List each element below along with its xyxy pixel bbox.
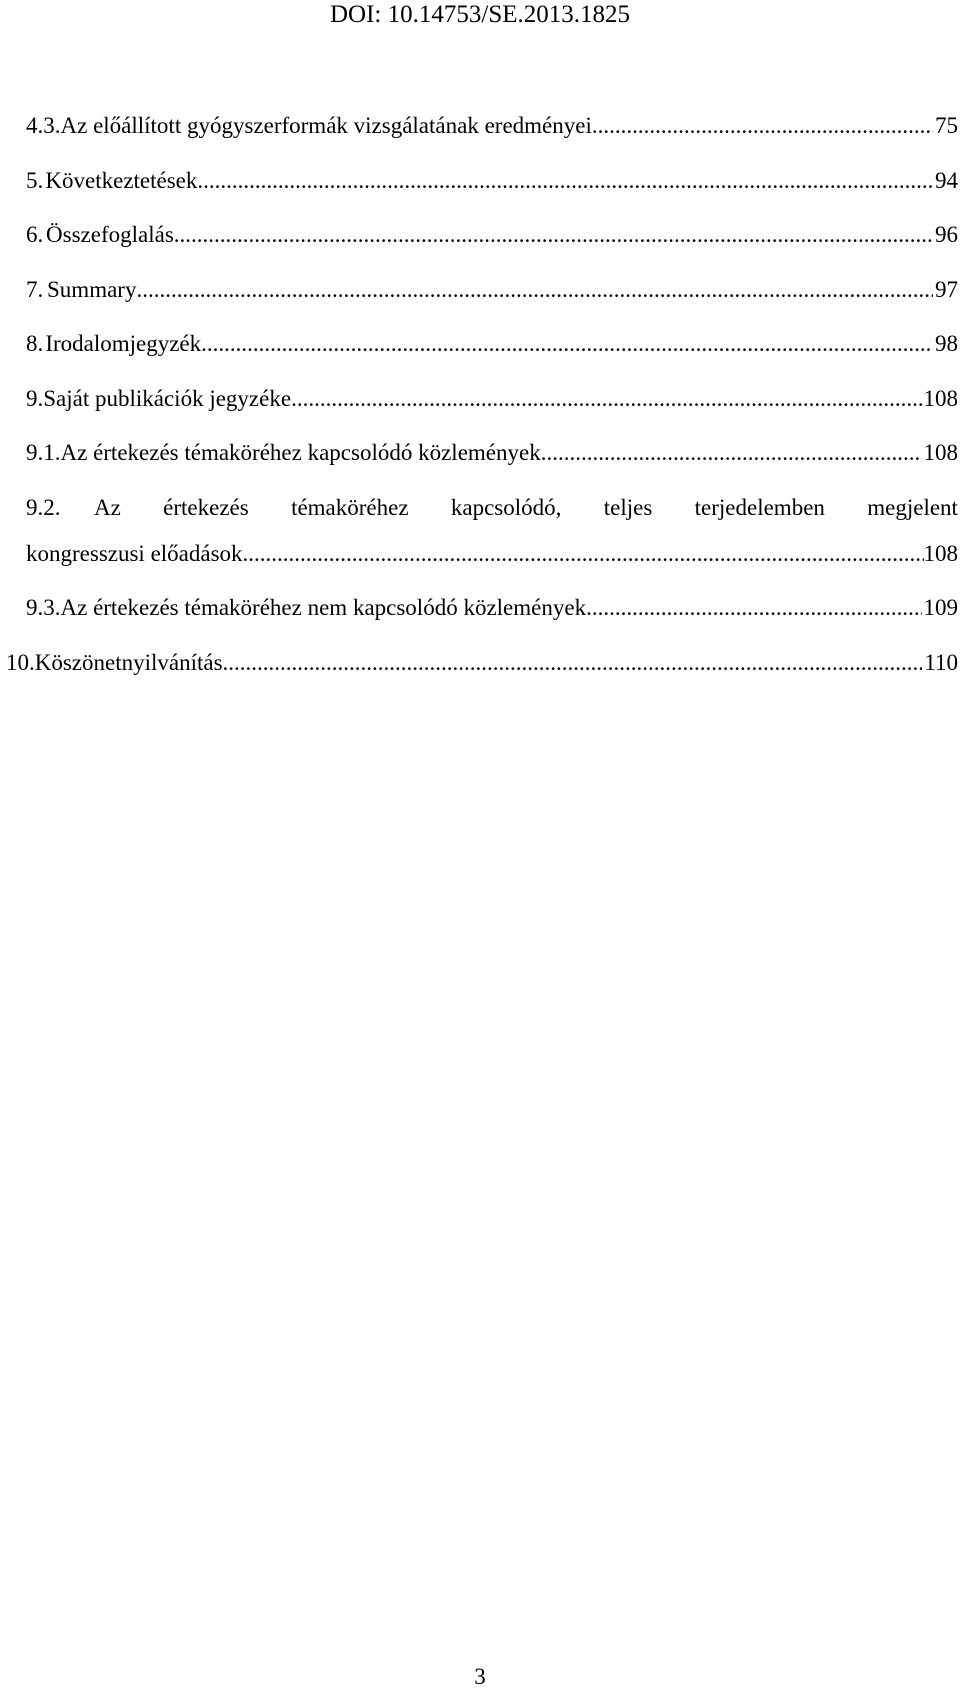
- toc-entry[interactable]: [26, 493, 958, 569]
- toc-entry[interactable]: [26, 329, 958, 359]
- toc-entry-number: 9.3.: [26, 595, 61, 620]
- dot-leader: [243, 539, 924, 569]
- toc-entry-page: 108: [923, 440, 958, 465]
- toc-entry-page: 96: [935, 222, 958, 247]
- toc-entry-number: 10.: [6, 649, 35, 675]
- toc-entry-number: 5.: [26, 167, 44, 193]
- toc-entry-number: 8.: [26, 331, 44, 356]
- toc-entry-number: 7.: [26, 276, 44, 302]
- toc-entry-page: 108: [923, 540, 958, 566]
- title-word: megjelent: [867, 494, 958, 520]
- toc-entry-page: 94: [935, 167, 958, 193]
- title-word: kapcsolódó,: [450, 494, 562, 520]
- toc-entry-number: 9.2.: [26, 494, 61, 520]
- toc-entry-number: 4.3.: [26, 113, 61, 138]
- toc-entry-number: 9.1.: [26, 440, 61, 465]
- title-word: terjedelemben: [694, 494, 825, 520]
- toc-entry-page: 98: [935, 331, 958, 356]
- toc-entry-page: 108: [923, 385, 958, 411]
- toc-entry[interactable]: [26, 384, 958, 414]
- dot-leader: [223, 648, 923, 678]
- toc-entry-title-line1: [26, 493, 958, 523]
- toc-entry[interactable]: [26, 220, 958, 250]
- toc-entry[interactable]: [6, 648, 958, 678]
- toc-entry-title-words: [94, 493, 958, 523]
- toc-entry-title: Következtetések: [45, 167, 198, 193]
- dot-leader: [174, 220, 933, 250]
- toc-entry-title: Saját publikációk jegyzéke: [43, 385, 292, 411]
- toc-entry-title: Irodalomjegyzék: [45, 331, 202, 356]
- toc-entry-title: Az értekezés témaköréhez kapcsolódó közlemények: [60, 440, 541, 465]
- toc-entry-title: Az előállított gyógyszerformák vizsgálatának eredményei: [60, 113, 592, 138]
- toc-entry-title: Az értekezés témaköréhez nem kapcsolódó közlemények: [60, 595, 587, 620]
- toc-entry-page: 109: [923, 595, 958, 620]
- title-word: témaköréhez: [291, 494, 409, 520]
- toc-entry[interactable]: [26, 438, 958, 468]
- page-number: 3: [474, 1664, 486, 1689]
- dot-leader: [136, 275, 933, 305]
- toc-entry-page: 97: [935, 276, 958, 302]
- title-word: teljes: [603, 494, 653, 520]
- title-word: Az: [94, 494, 121, 520]
- toc-entry-page: 110: [924, 649, 958, 675]
- dot-leader: [592, 111, 933, 141]
- toc-entry-number: 9.: [26, 385, 44, 411]
- dot-leader: [197, 166, 933, 196]
- toc-entry[interactable]: [26, 111, 958, 141]
- toc-entry-page: 75: [935, 113, 958, 138]
- toc-entry-number: 6.: [26, 222, 44, 247]
- toc-entry[interactable]: [26, 593, 958, 623]
- dot-leader: [586, 593, 921, 623]
- toc-entry[interactable]: [26, 166, 958, 196]
- toc-entry-title: Összefoglalás: [46, 222, 174, 247]
- doi-header: DOI: 10.14753/SE.2013.1825: [330, 1, 630, 28]
- table-of-contents: [6, 111, 958, 702]
- toc-entry-title: Summary: [47, 276, 137, 302]
- toc-entry-title: Köszönetnyilvánítás: [34, 649, 223, 675]
- toc-entry-title: kongresszusi előadások: [26, 540, 243, 566]
- dot-leader: [201, 329, 933, 359]
- toc-entry-title-line2: [26, 539, 958, 569]
- toc-entry[interactable]: [26, 275, 958, 305]
- dot-leader: [291, 384, 921, 414]
- title-word: értekezés: [163, 494, 249, 520]
- dot-leader: [541, 438, 922, 468]
